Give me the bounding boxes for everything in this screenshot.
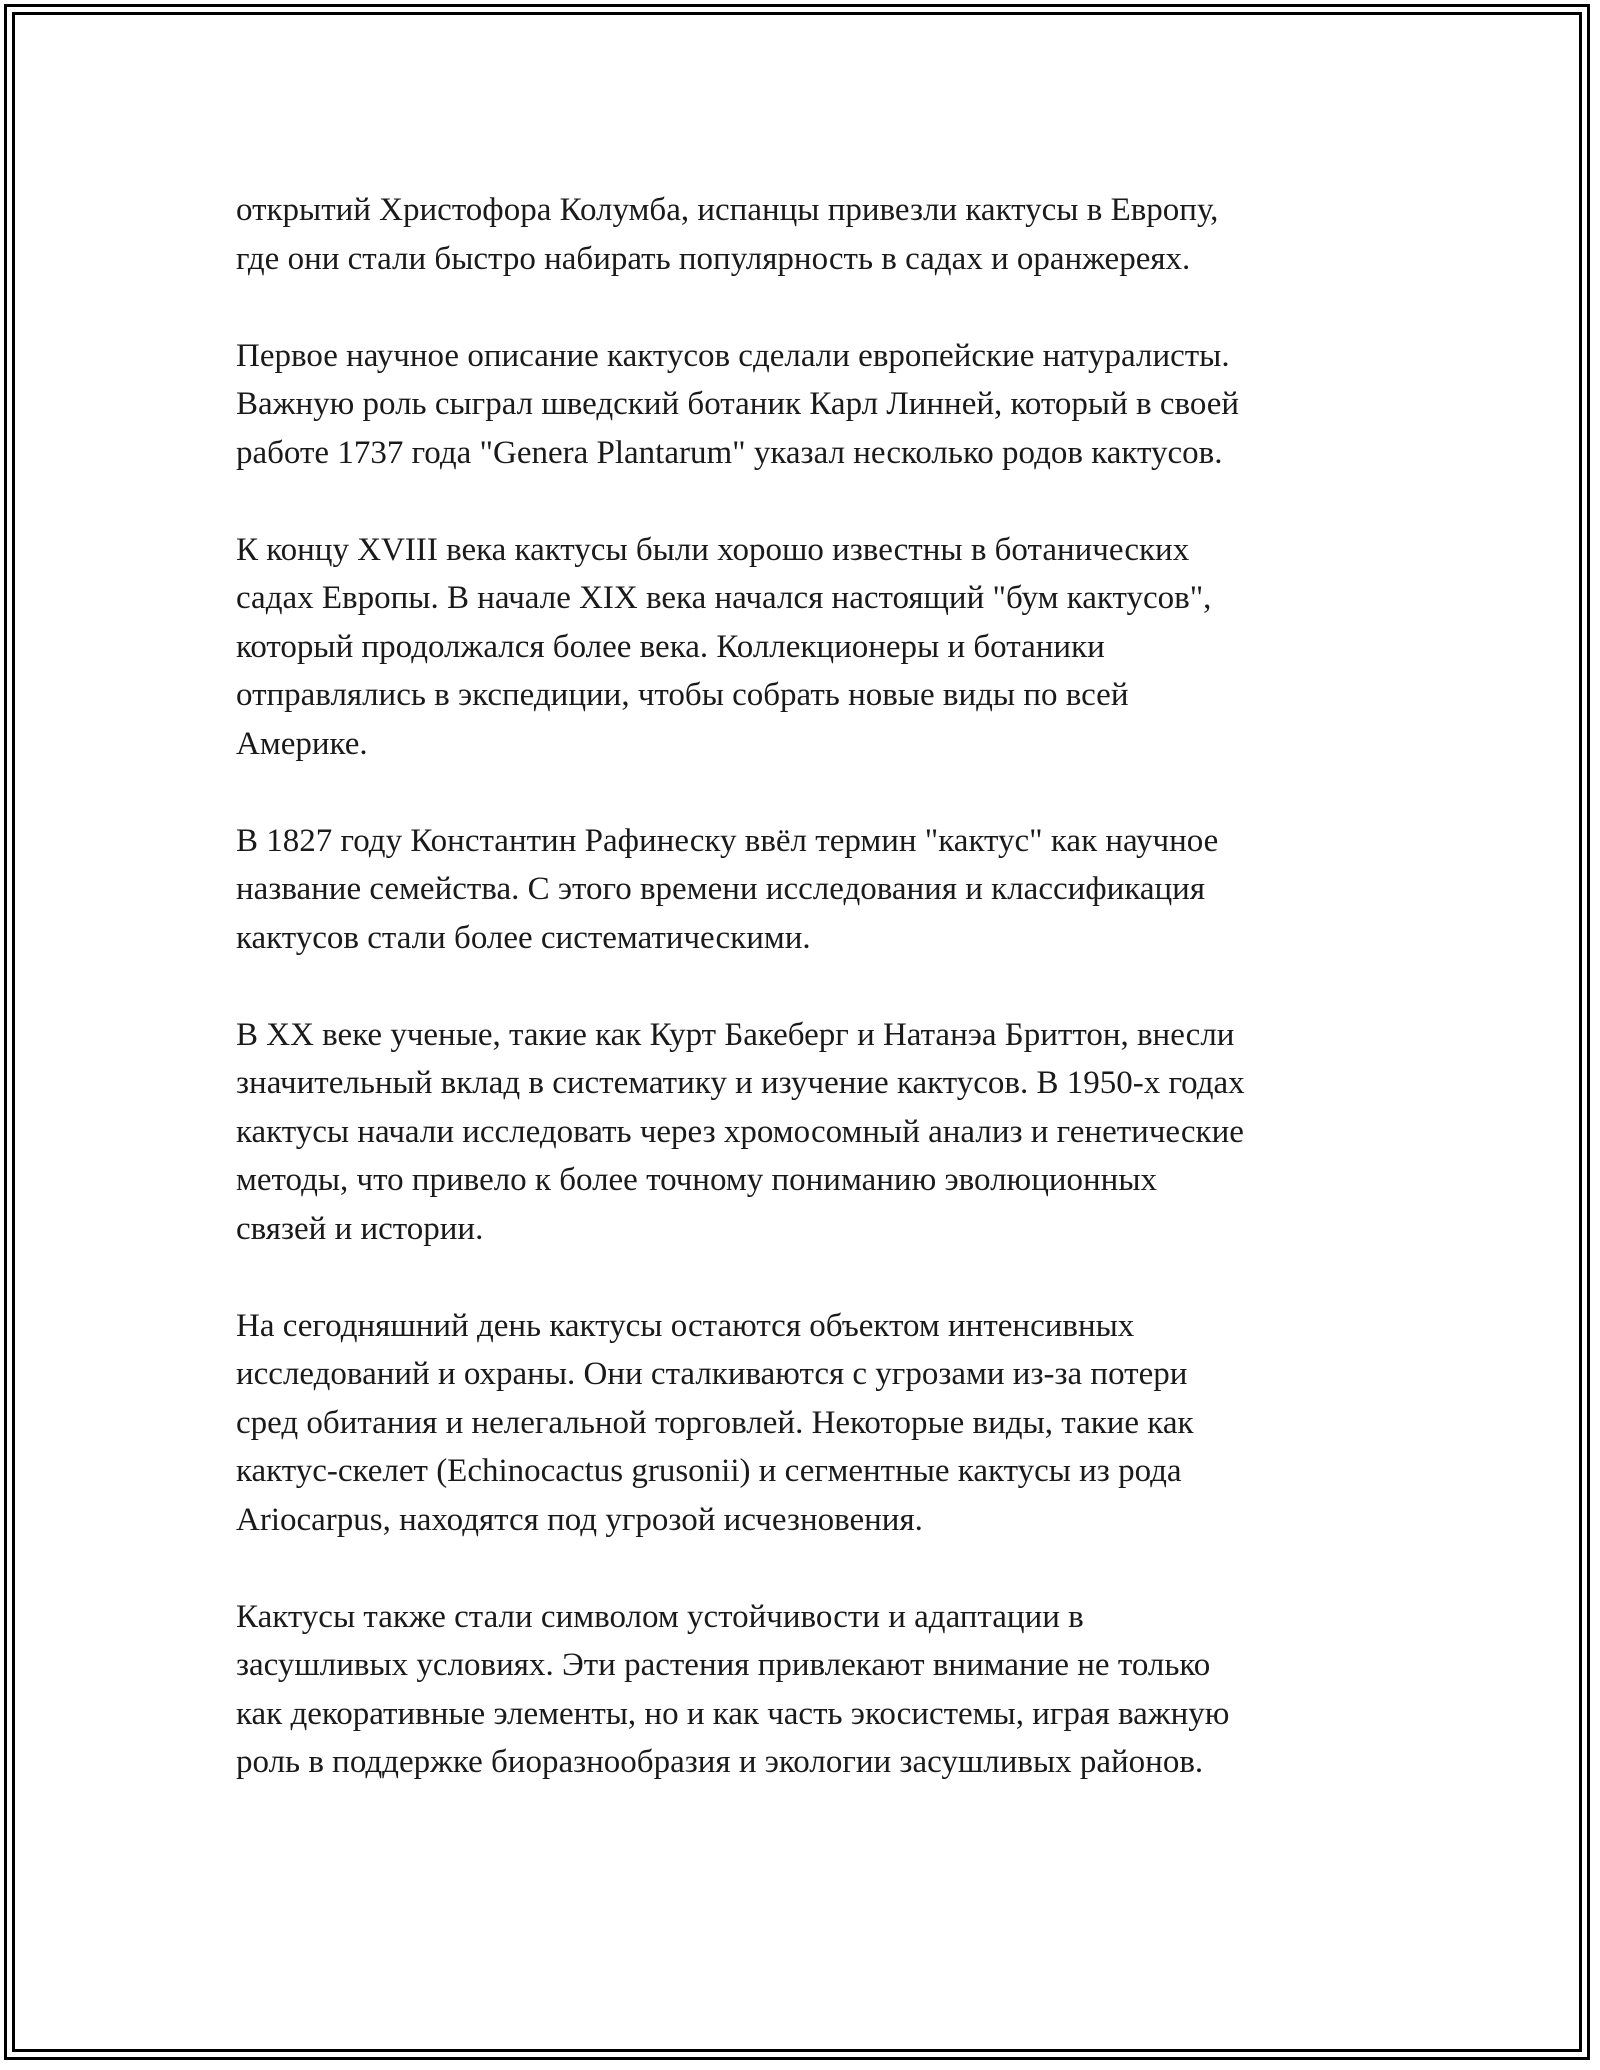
paragraph: Первое научное описание кактусов сделали европейские натуралисты. Важную роль сыграл шведский ботаник Карл Линней, который в своей работе 1737 года "Genera Plantarum" указал несколько родов кактусов.: [236, 337, 1240, 471]
paragraph: К концу XVIII века кактусы были хорошо известны в ботанических садах Европы. В начале XIX века начался настоящий "бум кактусов", который продолжался более века. Коллекционеры и ботаники отправлялись в экспедиции, чтобы собрать новые виды по всей Америке.: [236, 531, 1212, 762]
paragraph: Кактусы также стали символом устойчивости и адаптации в засушливых условиях. Эти растения привлекают внимание не только как декоративные элементы, но и как часть экосистемы, играя важную роль в поддержке биоразнообразия и экологии засушливых районов.: [236, 1598, 1230, 1780]
paragraph: открытий Христофора Колумба, испанцы привезли кактусы в Европу, где они стали быстро набирать популярность в садах и оранжереях.: [236, 192, 1219, 277]
paragraph: В XX веке ученые, такие как Курт Бакеберг и Натанэа Бриттон, внесли значительный вклад в систематику и изучение кактусов. В 1950-х годах кактусы начали исследовать через хромосомный анализ и генетические методы, что привело к более точному пониманию эволюционных связей и истории.: [236, 1016, 1245, 1247]
paragraph: На сегодняшний день кактусы остаются объектом интенсивных исследований и охраны. Они сталкиваются с угрозами из-за потери сред обитания и нелегальной торговлей. Некоторые виды, такие как кактус-скелет (Echinocactus grusonii) и сегментные кактусы из рода Ariocarpus, находятся под угрозой исчезновения.: [236, 1307, 1194, 1538]
document-body: [236, 186, 1396, 1835]
paragraph: В 1827 году Константин Рафинеску ввёл термин "кактус" как научное название семейства. С этого времени исследования и классификация кактусов стали более систематическими.: [236, 822, 1219, 956]
